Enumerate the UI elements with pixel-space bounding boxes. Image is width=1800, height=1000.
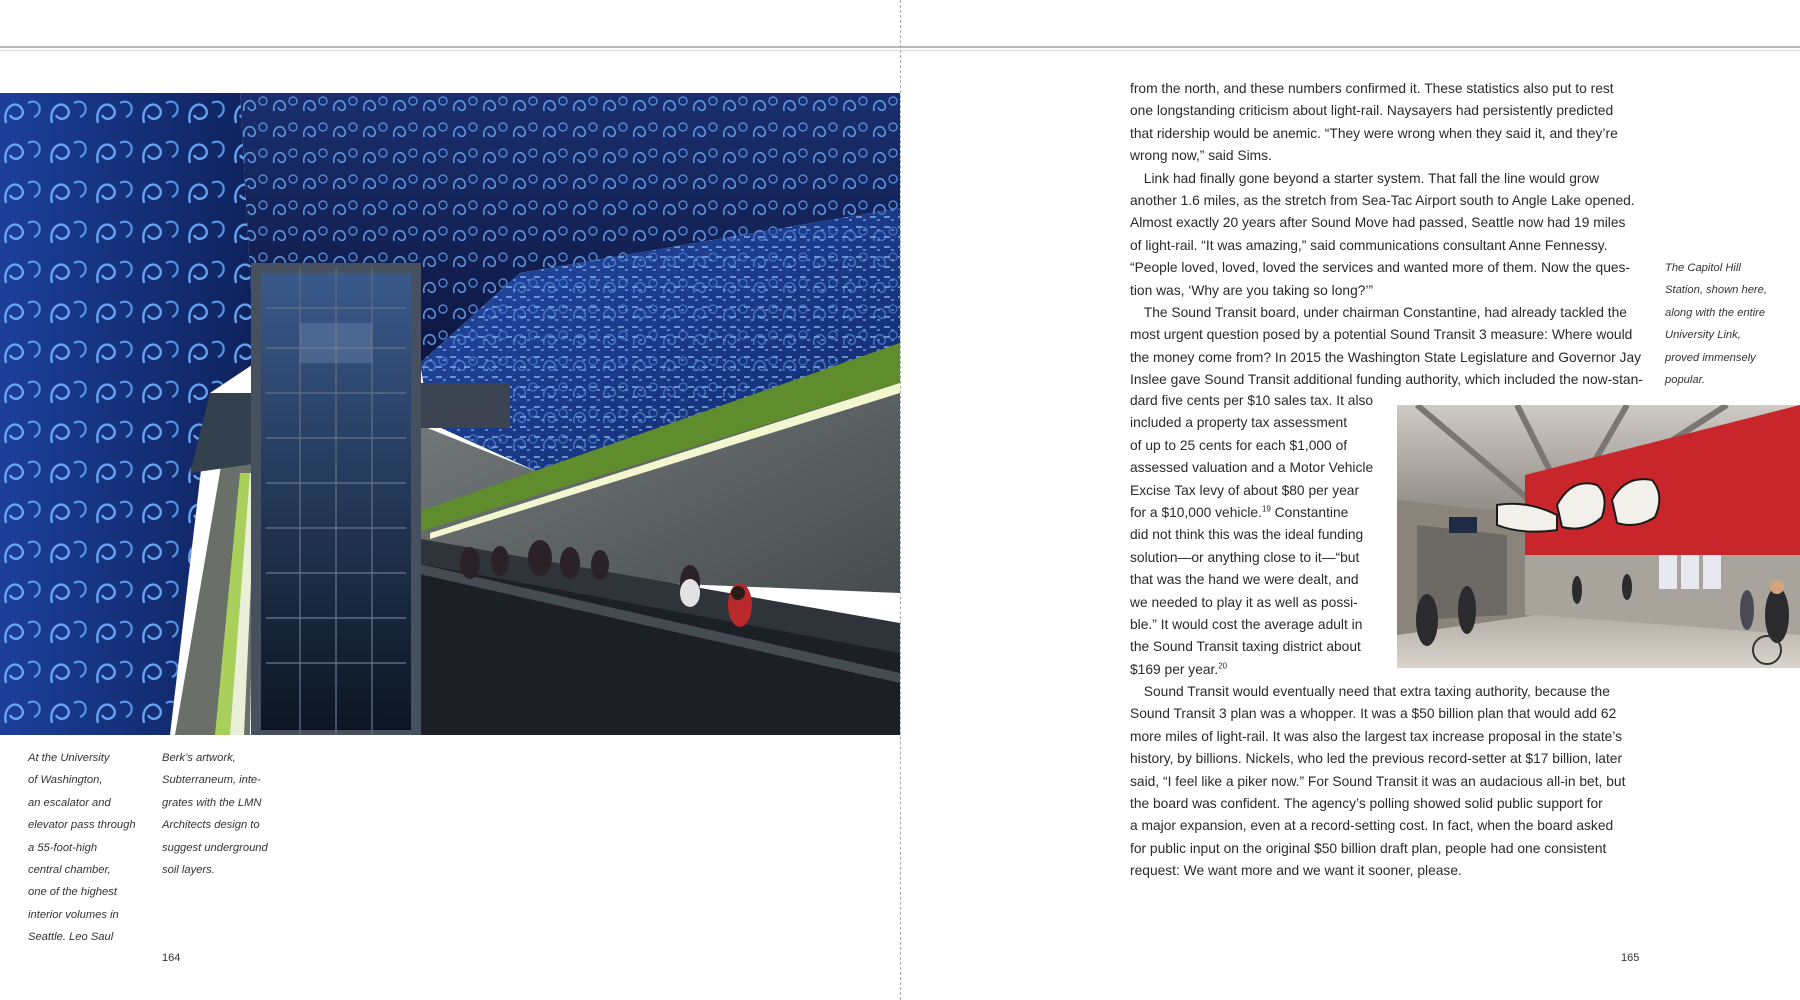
body-line: the board was confident. The agency’s polling showed solid public support for [1130, 795, 1603, 811]
body-line: The Sound Transit board, under chairman Constantine, had already tackled the [1130, 304, 1627, 320]
page-number-left: 164 [162, 952, 181, 964]
body-line: wrong now,” said Sims. [1130, 148, 1272, 164]
body-line: ble.” It would cost the average adult in [1130, 616, 1363, 632]
body-line: history, by billions. Nickels, who led the previous record-setter at $17 billion, later [1130, 751, 1623, 767]
caption-line: along with the entire [1665, 306, 1766, 319]
caption-line: of Washington, [28, 774, 103, 787]
caption-line: elevator pass through [28, 819, 136, 832]
caption-line: popular. [1665, 374, 1706, 387]
body-line: Constantine [1270, 504, 1349, 520]
body-line: said, “I feel like a piker now.” For Sound Transit it was an audacious all-in bet, but [1130, 773, 1626, 789]
body-line: most urgent question posed by a potential Sound Transit 3 measure: Where would [1130, 327, 1633, 343]
caption-line: one of the highest [28, 886, 117, 899]
caption-line: an escalator and [28, 796, 111, 809]
caption-line: Subterraneum, inte- [162, 774, 261, 787]
capitol-hill-station-photo [1397, 405, 1800, 668]
body-line: tion was, ‘Why are you taking so long?’” [1130, 282, 1374, 298]
body-line: the Sound Transit taxing district about [1130, 639, 1361, 655]
body-line: of light-rail. “It was amazing,” said communications consultant Anne Fennessy. [1130, 237, 1608, 253]
body-line: Sound Transit would eventually need that extra taxing authority, because the [1130, 684, 1610, 699]
body-line: did not think this was the ideal funding [1130, 527, 1364, 543]
body-line: one longstanding criticism about light-rail. Naysayers had persistently predicted [1130, 103, 1614, 119]
body-line-with-footnote [1130, 659, 1370, 681]
spread-gutter [900, 0, 901, 1000]
caption-line: Station, shown here, [1665, 284, 1767, 297]
body-line: of up to 25 cents for each $1,000 of [1130, 437, 1348, 453]
body-line: assessed valuation and a Motor Vehicle [1130, 460, 1374, 476]
body-line: $169 per year. [1130, 661, 1219, 677]
caption-line: Architects design to [162, 819, 260, 832]
body-line: Excise Tax levy of about $80 per year [1130, 482, 1360, 498]
body-line: dard five cents per $10 sales tax. It also [1130, 393, 1374, 408]
caption-line: Berk’s artwork, [162, 752, 236, 764]
body-line: from the north, and these numbers confirmed it. These statistics also put to rest [1130, 81, 1614, 96]
caption-line: At the University [28, 752, 110, 764]
body-line: Sound Transit 3 plan was a whopper. It was a $50 billion plan that would add 62 [1130, 706, 1617, 722]
body-line: included a property tax assessment [1130, 415, 1348, 431]
body-line: that was the hand we were dealt, and [1130, 572, 1359, 588]
caption-line: The Capitol Hill [1665, 262, 1741, 274]
footnote-marker-20: 20 [1218, 661, 1228, 671]
body-line: the money come from? In 2015 the Washington State Legislature and Governor Jay [1130, 349, 1642, 365]
body-text-main [1130, 78, 1643, 391]
caption-line: suggest underground [162, 841, 268, 854]
body-text-wrap [1130, 390, 1374, 681]
caption-line: interior volumes in [28, 908, 119, 921]
body-line: Almost exactly 20 years after Sound Move had passed, Seattle now had 19 miles [1130, 215, 1626, 231]
station-chamber-photo [0, 93, 900, 735]
caption-line: proved immensely [1665, 351, 1756, 364]
body-line: we needed to play it as well as possi- [1130, 594, 1358, 610]
body-line: Inslee gave Sound Transit additional funding authority, which included the now-stan- [1130, 372, 1643, 388]
body-text-after [1130, 681, 1640, 883]
photo-caption-right [1665, 257, 1785, 391]
body-line: that ridership would be anemic. “They were wrong when they said it, and they’re [1130, 125, 1618, 141]
photo-caption-left-col2 [162, 747, 282, 881]
caption-line: soil layers. [162, 864, 215, 877]
caption-line: grates with the LMN [162, 796, 262, 809]
page-number-right: 165 [1621, 952, 1640, 964]
body-line: more miles of light-rail. It was also the largest tax increase proposal in the state’s [1130, 728, 1623, 744]
body-line: for a $10,000 vehicle. [1130, 504, 1262, 520]
body-line: solution—or anything close to it—“but [1130, 549, 1360, 565]
caption-line: central chamber, [28, 864, 111, 877]
caption-line: a 55-foot-high [28, 841, 98, 854]
photo-caption-left-col1 [28, 747, 156, 949]
body-line: for public input on the original $50 billion draft plan, people had one consistent [1130, 840, 1607, 856]
body-line-with-footnote [1130, 502, 1370, 524]
body-line: a major expansion, even at a record-setting cost. In fact, when the board asked [1130, 818, 1614, 834]
footnote-marker-19: 19 [1261, 504, 1271, 514]
caption-line: University Link, [1665, 329, 1741, 342]
body-line: request: We want more and we want it sooner, please. [1130, 863, 1462, 879]
body-line: another 1.6 miles, as the stretch from Sea-Tac Airport south to Angle Lake opened. [1130, 192, 1635, 208]
body-line: Link had finally gone beyond a starter system. That fall the line would grow [1130, 170, 1600, 186]
caption-line: Seattle. Leo Saul [28, 931, 114, 944]
body-line: “People loved, loved, loved the services and wanted more of them. Now the ques- [1130, 260, 1631, 276]
